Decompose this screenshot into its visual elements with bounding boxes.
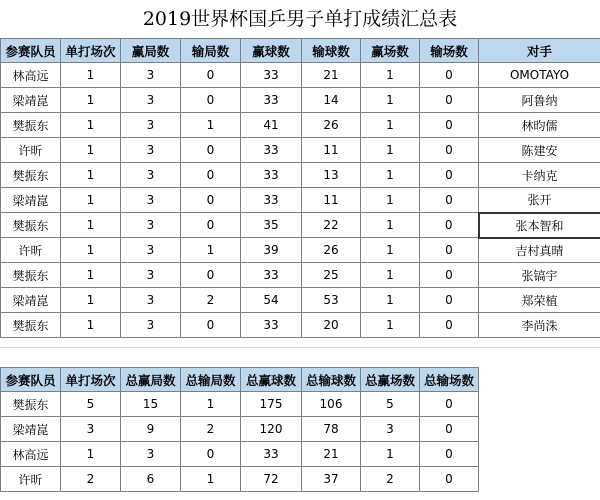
summary-header-cell[interactable]: 总输局数 <box>181 368 241 392</box>
main-cell[interactable]: 0 <box>420 113 479 138</box>
summary-cell[interactable]: 120 <box>241 417 302 442</box>
main-cell[interactable]: 1 <box>361 288 420 313</box>
main-header-cell[interactable]: 赢场数 <box>361 39 420 63</box>
main-cell[interactable]: 0 <box>420 138 479 163</box>
sheet-gap <box>0 347 600 368</box>
main-cell[interactable]: 33 <box>241 163 302 188</box>
main-table-row <box>1 313 600 338</box>
main-cell[interactable]: 20 <box>302 313 361 338</box>
main-cell[interactable]: 1 <box>61 138 121 163</box>
summary-header-cell[interactable]: 单打场次 <box>61 368 121 392</box>
summary-cell[interactable]: 0 <box>420 467 479 492</box>
summary-cell[interactable]: 5 <box>61 392 121 417</box>
main-cell[interactable]: 39 <box>241 238 302 263</box>
main-cell[interactable]: 1 <box>61 238 121 263</box>
main-cell[interactable]: 21 <box>302 63 361 88</box>
main-cell[interactable]: 1 <box>361 188 420 213</box>
summary-cell[interactable]: 许昕 <box>1 467 61 492</box>
main-cell[interactable]: 3 <box>121 263 181 288</box>
main-header-cell[interactable]: 参赛队员 <box>1 39 61 63</box>
summary-cell[interactable]: 175 <box>241 392 302 417</box>
main-cell[interactable]: 2 <box>181 288 241 313</box>
main-cell[interactable]: 3 <box>121 188 181 213</box>
summary-cell[interactable]: 1 <box>361 442 420 467</box>
summary-cell[interactable]: 0 <box>420 392 479 417</box>
main-cell[interactable]: 0 <box>420 63 479 88</box>
main-cell[interactable]: 樊振东 <box>1 213 61 238</box>
main-cell[interactable]: 许昕 <box>1 138 61 163</box>
main-table-row <box>1 88 600 113</box>
summary-header-cell[interactable]: 参赛队员 <box>1 368 61 392</box>
main-cell[interactable]: 0 <box>181 63 241 88</box>
main-cell[interactable]: 3 <box>121 163 181 188</box>
main-cell[interactable]: 1 <box>361 113 420 138</box>
main-header-cell[interactable]: 输场数 <box>420 39 479 63</box>
summary-cell[interactable]: 21 <box>302 442 361 467</box>
main-header-cell[interactable]: 对手 <box>479 39 600 63</box>
summary-header-cell[interactable]: 总赢场数 <box>361 368 420 392</box>
main-cell[interactable]: 吉村真晴 <box>479 238 600 263</box>
summary-table-row <box>1 417 479 442</box>
main-cell[interactable]: 李尚洙 <box>479 313 600 338</box>
main-cell[interactable]: 33 <box>241 88 302 113</box>
main-cell[interactable]: 张本智和 <box>479 213 600 238</box>
summary-cell[interactable]: 梁靖崑 <box>1 417 61 442</box>
main-cell[interactable]: 张镐宇 <box>479 263 600 288</box>
summary-cell[interactable]: 0 <box>181 442 241 467</box>
main-cell[interactable]: 1 <box>61 163 121 188</box>
main-cell[interactable]: 3 <box>121 113 181 138</box>
main-cell[interactable]: 0 <box>181 263 241 288</box>
main-cell[interactable]: 0 <box>420 288 479 313</box>
main-header-cell[interactable]: 赢球数 <box>241 39 302 63</box>
main-table-row <box>1 63 600 88</box>
main-cell[interactable]: 1 <box>361 238 420 263</box>
main-cell[interactable]: 11 <box>302 188 361 213</box>
summary-cell[interactable]: 5 <box>361 392 420 417</box>
summary-header-cell[interactable]: 总赢球数 <box>241 368 302 392</box>
main-cell[interactable]: 1 <box>361 88 420 113</box>
main-table-row <box>1 213 600 238</box>
main-cell[interactable]: 1 <box>61 288 121 313</box>
main-cell[interactable]: 1 <box>361 138 420 163</box>
sheet-title: 2019世界杯国乒男子单打成绩汇总表 <box>142 8 458 30</box>
main-cell[interactable]: 许昕 <box>1 238 61 263</box>
main-cell[interactable]: 樊振东 <box>1 113 61 138</box>
main-cell[interactable]: 11 <box>302 138 361 163</box>
main-cell[interactable]: 26 <box>302 113 361 138</box>
main-cell[interactable]: 梁靖崑 <box>1 88 61 113</box>
main-cell[interactable]: 1 <box>181 238 241 263</box>
main-cell[interactable]: 1 <box>61 113 121 138</box>
main-cell[interactable]: 22 <box>302 213 361 238</box>
main-cell[interactable]: 1 <box>361 63 420 88</box>
summary-cell[interactable]: 2 <box>61 467 121 492</box>
summary-cell[interactable]: 1 <box>181 392 241 417</box>
main-cell[interactable]: 1 <box>61 188 121 213</box>
main-cell[interactable]: 26 <box>302 238 361 263</box>
main-cell[interactable]: 1 <box>61 313 121 338</box>
main-table-row <box>1 263 600 288</box>
main-cell[interactable]: 3 <box>121 213 181 238</box>
main-cell[interactable]: 1 <box>61 88 121 113</box>
summary-cell[interactable]: 37 <box>302 467 361 492</box>
main-cell[interactable]: 0 <box>181 313 241 338</box>
main-cell[interactable]: 3 <box>121 138 181 163</box>
main-cell[interactable]: 41 <box>241 113 302 138</box>
summary-cell[interactable]: 106 <box>302 392 361 417</box>
main-cell[interactable]: 梁靖崑 <box>1 188 61 213</box>
summary-header-cell[interactable]: 总输球数 <box>302 368 361 392</box>
summary-table-row <box>1 392 479 417</box>
main-table-row <box>1 163 600 188</box>
main-cell[interactable]: 54 <box>241 288 302 313</box>
main-cell[interactable]: 53 <box>302 288 361 313</box>
main-table-row <box>1 188 600 213</box>
main-cell[interactable]: 陈建安 <box>479 138 600 163</box>
main-cell[interactable]: 0 <box>420 213 479 238</box>
main-cell[interactable]: 0 <box>181 138 241 163</box>
summary-cell[interactable]: 1 <box>61 442 121 467</box>
main-header-row <box>1 39 600 63</box>
main-cell[interactable]: 0 <box>181 213 241 238</box>
summary-cell[interactable]: 林高远 <box>1 442 61 467</box>
main-header-cell[interactable]: 输局数 <box>181 39 241 63</box>
main-cell[interactable]: OMOTAYO <box>479 63 600 88</box>
main-cell[interactable]: 25 <box>302 263 361 288</box>
summary-cell[interactable]: 9 <box>121 417 181 442</box>
summary-cell[interactable]: 3 <box>121 442 181 467</box>
main-cell[interactable]: 0 <box>420 263 479 288</box>
summary-cell[interactable]: 0 <box>420 417 479 442</box>
main-cell[interactable]: 0 <box>420 313 479 338</box>
main-cell[interactable]: 1 <box>361 163 420 188</box>
main-table-row <box>1 138 600 163</box>
main-header-cell[interactable]: 输球数 <box>302 39 361 63</box>
results-table <box>0 38 600 338</box>
main-cell[interactable]: 1 <box>361 213 420 238</box>
main-cell[interactable]: 张开 <box>479 188 600 213</box>
main-cell[interactable]: 1 <box>361 313 420 338</box>
main-cell[interactable]: 0 <box>420 88 479 113</box>
main-cell[interactable]: 35 <box>241 213 302 238</box>
main-cell[interactable]: 卡纳克 <box>479 163 600 188</box>
main-cell[interactable]: 0 <box>181 163 241 188</box>
main-cell[interactable]: 0 <box>420 163 479 188</box>
summary-table-row <box>1 467 479 492</box>
summary-cell[interactable]: 2 <box>361 467 420 492</box>
main-cell[interactable]: 1 <box>61 213 121 238</box>
summary-cell[interactable]: 0 <box>420 442 479 467</box>
main-cell[interactable]: 郑荣植 <box>479 288 600 313</box>
main-cell[interactable]: 0 <box>181 88 241 113</box>
summary-cell[interactable]: 3 <box>361 417 420 442</box>
main-cell[interactable]: 林高远 <box>1 63 61 88</box>
main-table-row <box>1 288 600 313</box>
summary-cell[interactable]: 2 <box>181 417 241 442</box>
main-cell[interactable]: 1 <box>61 63 121 88</box>
main-cell[interactable]: 33 <box>241 263 302 288</box>
main-cell[interactable]: 1 <box>361 263 420 288</box>
main-cell[interactable]: 1 <box>181 113 241 138</box>
main-cell[interactable]: 3 <box>121 288 181 313</box>
main-cell[interactable]: 樊振东 <box>1 313 61 338</box>
main-cell[interactable]: 林昀儒 <box>479 113 600 138</box>
summary-cell[interactable]: 33 <box>241 442 302 467</box>
main-cell[interactable]: 梁靖崑 <box>1 288 61 313</box>
main-cell[interactable]: 樊振东 <box>1 263 61 288</box>
main-header-cell[interactable]: 赢局数 <box>121 39 181 63</box>
summary-cell[interactable]: 72 <box>241 467 302 492</box>
main-cell[interactable]: 1 <box>61 263 121 288</box>
main-cell[interactable]: 0 <box>420 238 479 263</box>
main-cell[interactable]: 3 <box>121 63 181 88</box>
main-cell[interactable]: 33 <box>241 138 302 163</box>
main-cell[interactable]: 33 <box>241 63 302 88</box>
summary-cell[interactable]: 15 <box>121 392 181 417</box>
main-cell[interactable]: 3 <box>121 88 181 113</box>
main-header-cell[interactable]: 单打场次 <box>61 39 121 63</box>
summary-cell[interactable]: 3 <box>61 417 121 442</box>
main-cell[interactable]: 33 <box>241 188 302 213</box>
summary-cell[interactable]: 1 <box>181 467 241 492</box>
main-cell[interactable]: 33 <box>241 313 302 338</box>
summary-header-row <box>1 368 479 392</box>
summary-header-cell[interactable]: 总赢局数 <box>121 368 181 392</box>
summary-cell[interactable]: 78 <box>302 417 361 442</box>
summary-table-row <box>1 442 479 467</box>
main-cell[interactable]: 3 <box>121 313 181 338</box>
summary-cell[interactable]: 樊振东 <box>1 392 61 417</box>
main-cell[interactable]: 13 <box>302 163 361 188</box>
summary-table <box>0 367 479 492</box>
main-cell[interactable]: 14 <box>302 88 361 113</box>
main-cell[interactable]: 0 <box>420 188 479 213</box>
main-cell[interactable]: 阿鲁纳 <box>479 88 600 113</box>
summary-cell[interactable]: 6 <box>121 467 181 492</box>
main-table-row <box>1 113 600 138</box>
main-cell[interactable]: 0 <box>181 188 241 213</box>
summary-header-cell[interactable]: 总输场数 <box>420 368 479 392</box>
main-cell[interactable]: 3 <box>121 238 181 263</box>
main-table-row <box>1 238 600 263</box>
main-cell[interactable]: 樊振东 <box>1 163 61 188</box>
